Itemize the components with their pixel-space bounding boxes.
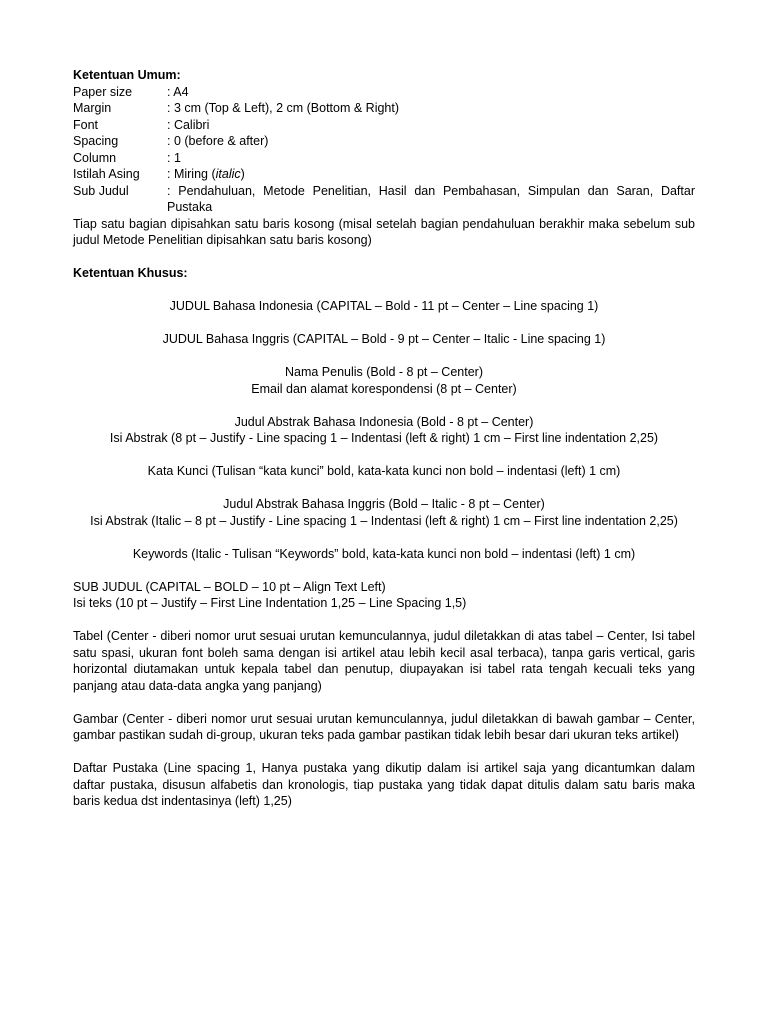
- daftar-pustaka-spec-paragraph: Daftar Pustaka (Line spacing 1, Hanya pustaka yang dikutip dalam isi artikel saja yang dicantumkan dalam daftar pustaka, disusun alfabetis dan kronologis, tiap pustaka yang tidak dapat ditulis dalam satu baris maka baris kedua dst indentasinya (left) 1,25): [73, 761, 695, 808]
- spec-value-pre: : Miring (: [167, 167, 216, 181]
- keywords-spec: Keywords (Italic - Tulisan “Keywords” bold, kata-kata kunci non bold – indentasi (left) 1 cm): [132, 546, 636, 561]
- spec-value: : Pendahuluan, Metode Penelitian, Hasil dan Pembahasan, Simpulan dan Saran, Daftar Pustaka: [167, 183, 695, 214]
- spec-label: Istilah Asing: [73, 167, 140, 181]
- judul-indonesia-spec: JUDUL Bahasa Indonesia (CAPITAL – Bold - 11 pt – Center – Line spacing 1): [169, 299, 599, 313]
- spec-label: Spacing: [73, 134, 119, 148]
- spec-value: : 1: [167, 150, 181, 165]
- isi-teks-spec: Isi teks (10 pt – Justify – First Line Indentation 1,25 – Line Spacing 1,5): [73, 596, 467, 610]
- nama-penulis-spec: Nama Penulis (Bold - 8 pt – Center): [284, 365, 483, 379]
- spec-row-margin: [73, 100, 695, 117]
- judul-abstrak-indonesia-spec: Judul Abstrak Bahasa Indonesia (Bold - 8 pt – Center): [234, 414, 534, 429]
- spec-row-istilah-asing: [73, 166, 695, 183]
- isi-abstrak-inggris-spec: Isi Abstrak (Italic – 8 pt – Justify - Line spacing 1 – Indentasi (left & right) 1 cm – First line indentation 2,25): [90, 513, 678, 528]
- spec-label: Paper size: [73, 84, 133, 99]
- tabel-spec-paragraph: Tabel (Center - diberi nomor urut sesuai urutan kemunculannya, judul diletakkan di atas tabel – Center, Isi tabel satu spasi, ukuran font boleh sama dengan isi artikel atau lebih kecil asal terbaca), tanpa garis vertical, garis horizontal diutamakan untuk kepala tabel dan penutup, diupayakan isi tabel rata tengah kecuali teks yang panjang atau data-data angka yang panjang): [73, 629, 695, 693]
- spec-row-spacing: [73, 133, 695, 150]
- judul-abstrak-inggris-spec: Judul Abstrak Bahasa Inggris (Bold – Italic - 8 pt – Center): [223, 497, 545, 511]
- isi-abstrak-indonesia-spec: Isi Abstrak (8 pt – Justify - Line spacing 1 – Indentasi (left & right) 1 cm – First line indentation 2,25): [109, 431, 659, 445]
- ketentuan-khusus-heading: Ketentuan Khusus:: [73, 266, 188, 280]
- spec-row-paper-size: [73, 84, 695, 101]
- spec-label: Sub Judul: [73, 183, 129, 198]
- spec-value: : Calibri: [167, 117, 210, 132]
- spec-row-font: [73, 117, 695, 134]
- gambar-spec-paragraph: Gambar (Center - diberi nomor urut sesuai urutan kemunculannya, judul diletakkan di bawah gambar – Center, gambar pastikan sudah di-group, ukuran teks pada gambar pastikan tidak lebih besar dari ukuran teks artikel): [73, 711, 695, 742]
- spec-value: : 0 (before & after): [167, 134, 269, 148]
- spec-value-post: ): [240, 167, 245, 181]
- umum-note-paragraph: Tiap satu bagian dipisahkan satu baris kosong (misal setelah bagian pendahuluan berakhir maka sebelum sub judul Metode Penelitian dipisahkan satu baris kosong): [73, 216, 695, 247]
- kata-kunci-spec: Kata Kunci (Tulisan “kata kunci” bold, kata-kata kunci non bold – indentasi (left) 1 cm): [147, 464, 621, 478]
- spec-value: [167, 166, 695, 183]
- spec-value-italic: italic: [215, 167, 241, 181]
- spec-row-sub-judul: [73, 183, 695, 216]
- document-body: [73, 67, 695, 810]
- ketentuan-umum-heading: Ketentuan Umum:: [73, 68, 181, 82]
- sub-judul-spec: SUB JUDUL (CAPITAL – BOLD – 10 pt – Align Text Left): [73, 579, 386, 594]
- judul-inggris-spec: JUDUL Bahasa Inggris (CAPITAL – Bold - 9 pt – Center – Italic - Line spacing 1): [162, 332, 606, 346]
- spec-row-column: [73, 150, 695, 167]
- spec-value: : 3 cm (Top & Left), 2 cm (Bottom & Right): [167, 101, 400, 115]
- spec-label: Margin: [73, 101, 112, 115]
- spec-label: Column: [73, 150, 117, 165]
- spec-value: : A4: [167, 84, 189, 99]
- spec-label: Font: [73, 117, 99, 132]
- email-spec: Email dan alamat korespondensi (8 pt – Center): [251, 381, 517, 396]
